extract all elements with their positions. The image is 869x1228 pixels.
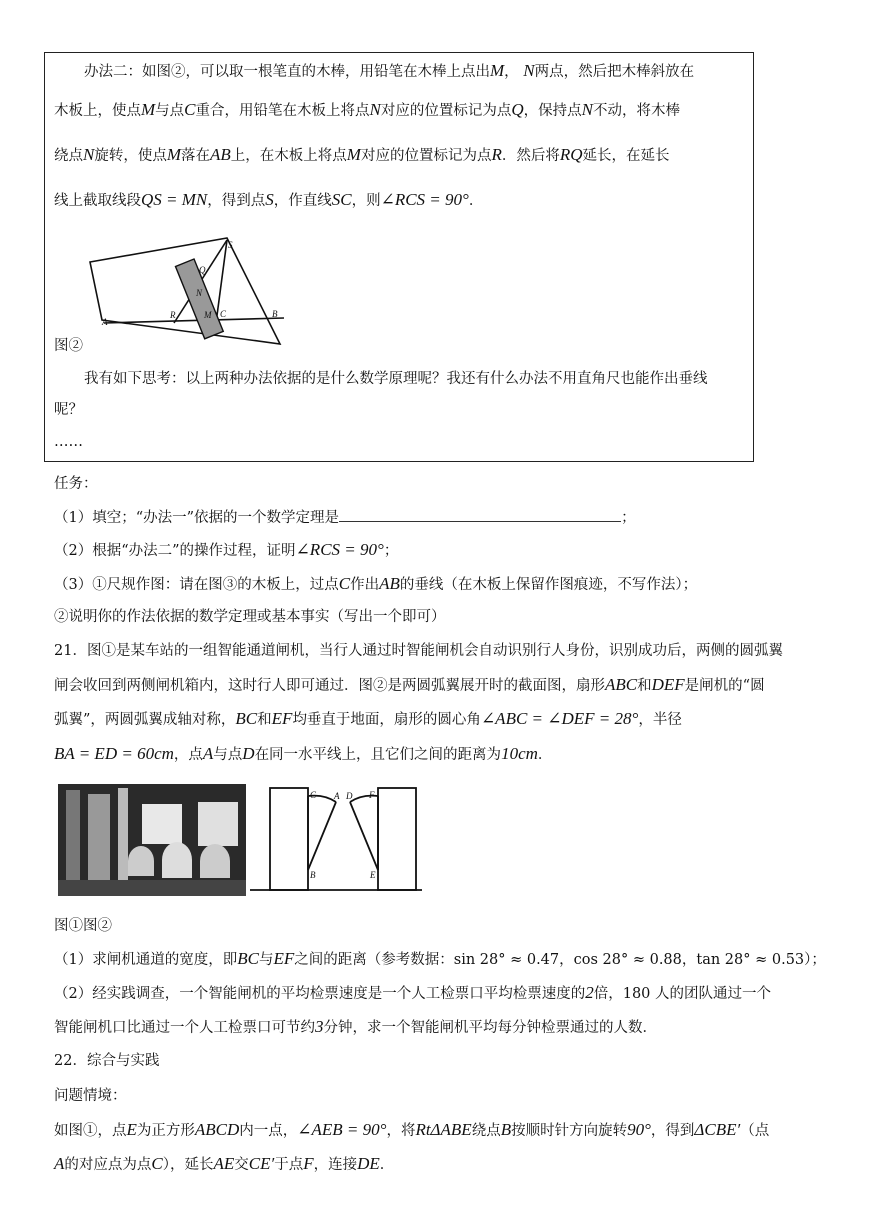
var-M: M xyxy=(141,100,156,119)
text: 两点，然后把木棒斜放在 xyxy=(534,64,695,80)
text: 落在 xyxy=(181,148,211,164)
q22-title: 22．综合与实践 xyxy=(54,1053,160,1069)
angle-RCS: ∠RCS = 90° xyxy=(380,190,469,209)
text: （2）经实践调查，一个智能闸机的平均检票速度是一个人工检票口平均检票速度的 xyxy=(54,986,586,1002)
text: 绕点 xyxy=(471,1123,501,1139)
text: 作出 xyxy=(350,577,380,593)
radius-BA xyxy=(308,802,336,870)
text: ，连接 xyxy=(313,1157,358,1173)
text: 之间的距离（参考数据： xyxy=(294,952,454,968)
q22-line-2 xyxy=(54,1154,394,1175)
text: 与点 xyxy=(155,103,185,119)
answer-blank[interactable] xyxy=(339,507,621,522)
figure-2-caption: 图② xyxy=(54,338,83,354)
text: 办法二：如图②，可以取一根笔直的木棒，用铅笔在木棒上点出 xyxy=(84,64,490,80)
var-AB: AB xyxy=(210,145,231,164)
fig-label-R: R xyxy=(170,310,176,320)
var-BC: BC xyxy=(235,709,258,728)
var-Q: Q xyxy=(511,100,524,119)
var-EF: EF xyxy=(273,949,295,968)
task-3 xyxy=(54,574,697,595)
text: 旋转，使点 xyxy=(94,148,167,164)
text: 的垂线（在木板上保留作图痕迹，不写作法）； xyxy=(399,577,698,593)
text: 为正方形 xyxy=(136,1123,195,1139)
text: 闸会收回到两侧闸机箱内，这时行人即可通过．图②是两圆弧翼展开时的截面图，扇形 xyxy=(54,678,605,694)
line-AB xyxy=(104,318,284,323)
ellipsis: …… xyxy=(54,434,83,450)
text: 线上截取线段 xyxy=(54,193,141,209)
q21-line-2 xyxy=(54,675,765,696)
q21-part-1 xyxy=(54,949,826,970)
text: （3）①尺规作图：请在图③的木板上，过点 xyxy=(54,577,339,593)
task-2 xyxy=(54,540,398,561)
value-2: 2 xyxy=(585,983,594,1002)
eq-QS-MN: QS = MN xyxy=(141,190,208,209)
q22-subtitle: 问题情境： xyxy=(54,1088,127,1104)
fig-label-B: B xyxy=(310,870,316,880)
var-N: N xyxy=(523,61,535,80)
text: ），延长 xyxy=(162,1157,214,1173)
text: 上，在木板上将点 xyxy=(230,148,347,164)
fig-label-E: E xyxy=(370,870,376,880)
var-B: B xyxy=(500,1120,512,1139)
var-CE: CE′ xyxy=(248,1154,275,1173)
text: ． xyxy=(468,193,484,209)
var-C: C xyxy=(151,1154,163,1173)
text: ，保持点 xyxy=(523,103,582,119)
var-N: N xyxy=(581,100,593,119)
fig-label-D: D xyxy=(346,791,353,801)
radius-ED xyxy=(350,802,378,870)
text: ， xyxy=(504,64,519,80)
figure-caption: 图①图② xyxy=(54,918,112,934)
task-title: 任务： xyxy=(54,476,98,492)
fig-label-C: C xyxy=(310,790,317,800)
wood-board-figure xyxy=(84,228,294,350)
q21-line-1: 21．图①是某车站的一组智能通道闸机，当行人通过时智能闸机会自动识别行人身份，识别成功后，两侧的圆弧翼 xyxy=(54,643,783,659)
box-line-4 xyxy=(54,190,483,211)
text: 木板上，使点 xyxy=(54,103,141,119)
text: 和 xyxy=(257,712,272,728)
var-F: F xyxy=(303,1154,314,1173)
text: 交 xyxy=(234,1157,249,1173)
eq-BA-ED: BA = ED = 60cm xyxy=(54,744,174,763)
fig-label-F: F xyxy=(369,790,375,800)
text: 不动，将木棒 xyxy=(592,103,680,119)
text: （1）填空；“办法一”依据的一个数学定理是 xyxy=(54,510,340,526)
text: 按顺时针方向旋转 xyxy=(511,1123,628,1139)
text: 于点 xyxy=(274,1157,304,1173)
text: ，得到 xyxy=(650,1123,695,1139)
text: 对应的位置标记为点 xyxy=(360,148,492,164)
text: 如图①，点 xyxy=(54,1123,127,1139)
q21-part-2-line-2 xyxy=(54,1017,657,1038)
text: 倍，180 人的团队通过一个 xyxy=(593,986,772,1002)
gate-photo xyxy=(58,784,246,896)
triangle-CBE: ΔCBE′ xyxy=(694,1120,741,1139)
right-gate-box xyxy=(378,788,416,890)
angle-ABC-DEF: ∠ABC = ∠DEF = 28° xyxy=(480,709,639,728)
text: 弧翼”，两圆弧翼成轴对称， xyxy=(54,712,236,728)
text: ，点 xyxy=(173,747,203,763)
text: ，将 xyxy=(386,1123,416,1139)
gate-cross-section xyxy=(250,784,422,896)
reference-data: sin 28° ≈ 0.47，cos 28° ≈ 0.88，tan 28° ≈ 0.53 xyxy=(453,952,805,968)
text: ． xyxy=(379,1157,395,1173)
var-N: N xyxy=(83,145,95,164)
text: 与 xyxy=(258,952,274,968)
fig-label-A: A xyxy=(334,791,340,801)
box-line-3 xyxy=(54,145,670,166)
text: ； xyxy=(621,510,636,526)
fig-label-M: M xyxy=(204,310,212,320)
task-1 xyxy=(54,507,636,528)
var-N: N xyxy=(369,100,381,119)
var-AB: AB xyxy=(379,574,400,593)
task-3-part-2: ②说明你的作法依据的数学定理或基本事实（写出一个即可） xyxy=(54,609,446,625)
text: 的对应点为点 xyxy=(64,1157,152,1173)
q21-line-4 xyxy=(54,744,552,765)
var-A: A xyxy=(54,1154,65,1173)
text: 重合，用铅笔在木板上将点 xyxy=(195,103,370,119)
var-M: M xyxy=(166,145,182,164)
text: 均垂直于地面，扇形的圆心角 xyxy=(292,712,481,728)
fig-label-A: A xyxy=(102,317,108,327)
text: 与点 xyxy=(213,747,243,763)
var-SC: SC xyxy=(331,190,352,209)
var-C: C xyxy=(338,574,351,593)
var-R: R xyxy=(491,145,502,164)
text: 延长，在延长 xyxy=(582,148,670,164)
text: ，半径 xyxy=(638,712,682,728)
var-DE: DE xyxy=(357,1154,380,1173)
text: 绕点 xyxy=(54,148,83,164)
var-A: A xyxy=(202,744,214,763)
var-RQ: RQ xyxy=(559,145,583,164)
text: ，作直线 xyxy=(273,193,332,209)
var-M: M xyxy=(346,145,361,164)
text: 和 xyxy=(637,678,652,694)
angle-RCS: ∠RCS = 90° xyxy=(295,540,384,559)
text: ，得到点 xyxy=(207,193,266,209)
var-BC: BC xyxy=(237,949,259,968)
text: ． xyxy=(537,747,553,763)
var-C: C xyxy=(184,100,196,119)
angle-90: 90° xyxy=(627,1120,651,1139)
think-line-2: 呢？ xyxy=(54,402,83,418)
text: ； xyxy=(383,543,399,559)
text: （点 xyxy=(740,1123,770,1139)
var-D: D xyxy=(242,744,255,763)
box-line-2 xyxy=(54,100,680,121)
var-AE: AE xyxy=(213,1154,235,1173)
text: 智能闸机口比通过一个人工检票口可节约 xyxy=(54,1020,315,1036)
fig-label-B: B xyxy=(272,309,278,319)
distance-value: 10cm xyxy=(501,744,538,763)
value-3: 3 xyxy=(315,1017,324,1036)
text: （2）根据“办法二”的操作过程，证明 xyxy=(54,543,296,559)
text: ，则 xyxy=(351,193,381,209)
q21-line-3 xyxy=(54,709,682,730)
text: 对应的位置标记为点 xyxy=(380,103,512,119)
text: ）； xyxy=(804,952,826,968)
var-ABCD: ABCD xyxy=(194,1120,240,1139)
fig-label-Q: Q xyxy=(199,265,206,275)
text: ．然后将 xyxy=(501,148,560,164)
box-line-1 xyxy=(84,61,694,82)
var-ABC: ABC xyxy=(605,675,638,694)
triangle-ABE: RtΔABE xyxy=(415,1120,472,1139)
var-M: M xyxy=(490,61,505,80)
q22-line-1 xyxy=(54,1120,769,1141)
text: 分钟，求一个智能闸机平均每分钟检票通过的人数． xyxy=(323,1020,657,1036)
var-EF: EF xyxy=(271,709,293,728)
text: 在同一水平线上，且它们之间的距离为 xyxy=(254,747,502,763)
fig-label-N: N xyxy=(196,288,203,298)
think-line-1: 我有如下思考：以上两种办法依据的是什么数学原理呢？我还有什么办法不用直角尺也能作出垂线 xyxy=(84,371,708,387)
left-gate-box xyxy=(270,788,308,890)
text: 是闸机的“圆 xyxy=(684,678,765,694)
fig-label-C: C xyxy=(220,309,227,319)
var-E: E xyxy=(126,1120,137,1139)
fig-label-S: S xyxy=(228,240,233,250)
text: （1）求闸机通道的宽度，即 xyxy=(54,952,238,968)
var-DEF: DEF xyxy=(651,675,685,694)
angle-AEB: ∠AEB = 90° xyxy=(297,1120,387,1139)
text: 内一点， xyxy=(239,1123,298,1139)
var-S: S xyxy=(265,190,274,209)
q21-part-2 xyxy=(54,983,771,1004)
